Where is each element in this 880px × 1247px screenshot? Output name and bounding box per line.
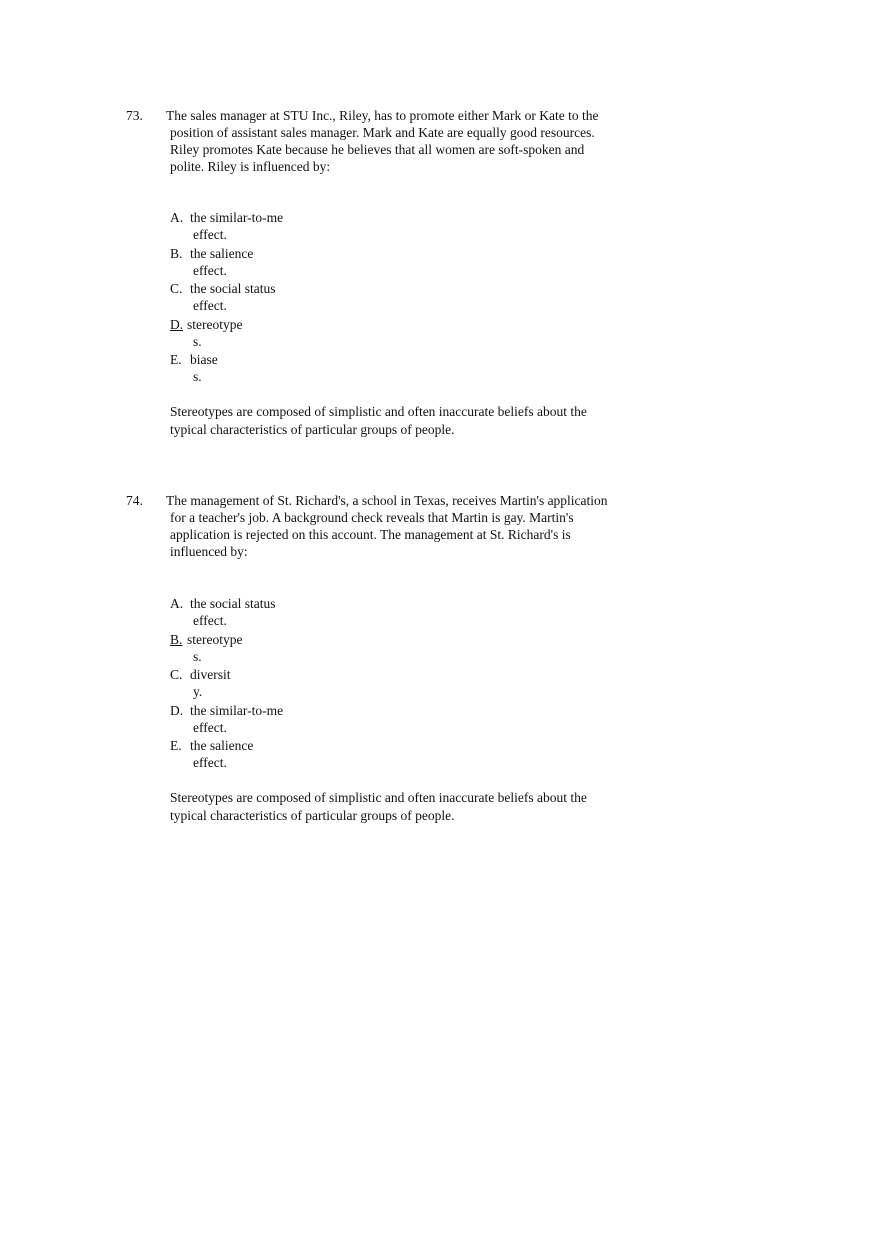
stem-line: polite. Riley is influenced by:: [170, 159, 331, 174]
option-letter: A.: [170, 596, 184, 611]
option-text-continued: effect.: [193, 613, 227, 628]
option-text: the salience: [190, 245, 254, 261]
option-letter: A.: [170, 210, 184, 225]
question-number: 73.: [126, 108, 143, 123]
stem-line: The management of St. Richard's, a school in Texas, receives Martin's application: [166, 493, 608, 508]
option-text: diversit: [190, 667, 231, 682]
stem-line: The sales manager at STU Inc., Riley, has to promote either Mark or Kate to the: [166, 108, 599, 123]
option-text-continued: effect.: [193, 755, 227, 770]
question-number: 74.: [126, 493, 143, 508]
option-text-continued: y.: [193, 684, 203, 699]
option-text: stereotype: [187, 631, 243, 647]
option-letter: B.: [170, 245, 183, 261]
option-text: the salience: [190, 738, 254, 753]
explanation-line: typical characteristics of particular groups of people.: [170, 422, 455, 437]
answer-explanation-73: [170, 403, 650, 439]
option-text: the social status: [190, 596, 276, 611]
option-text-continued: effect.: [193, 719, 227, 735]
option-text: biase: [190, 352, 218, 367]
question-stem: [166, 107, 646, 175]
option-letter: E.: [170, 352, 182, 367]
explanation-line: Stereotypes are composed of simplistic and often inaccurate beliefs about the: [170, 790, 587, 805]
correct-option-letter: B.: [170, 631, 183, 647]
option-text: the similar-to-me: [190, 210, 284, 225]
option-text-continued: s.: [193, 369, 202, 384]
stem-line: influenced by:: [170, 544, 248, 559]
option-text-continued: s.: [193, 333, 202, 349]
explanation-line: Stereotypes are composed of simplistic and often inaccurate beliefs about the: [170, 404, 587, 419]
option-text: stereotype: [187, 316, 243, 332]
option-letter: C.: [170, 281, 183, 296]
option-text-continued: effect.: [193, 298, 227, 313]
option-letter: D.: [170, 702, 184, 718]
option-text-continued: s.: [193, 648, 202, 664]
question-stem: [166, 492, 646, 560]
answer-explanation-74: [170, 789, 650, 825]
option-text: the social status: [190, 281, 276, 296]
option-text-continued: effect.: [193, 227, 227, 242]
stem-line: application is rejected on this account. The management at St. Richard's is: [170, 527, 571, 542]
option-letter: C.: [170, 667, 183, 682]
stem-line: position of assistant sales manager. Mark and Kate are equally good resources.: [170, 125, 595, 140]
explanation-line: typical characteristics of particular groups of people.: [170, 808, 455, 823]
option-text-continued: effect.: [193, 262, 227, 278]
stem-line: Riley promotes Kate because he believes that all women are soft-spoken and: [170, 142, 585, 157]
option-text: the similar-to-me: [190, 702, 284, 718]
stem-line: for a teacher's job. A background check reveals that Martin is gay. Martin's: [170, 510, 574, 525]
option-letter: E.: [170, 738, 182, 753]
correct-option-letter: D.: [170, 316, 184, 332]
